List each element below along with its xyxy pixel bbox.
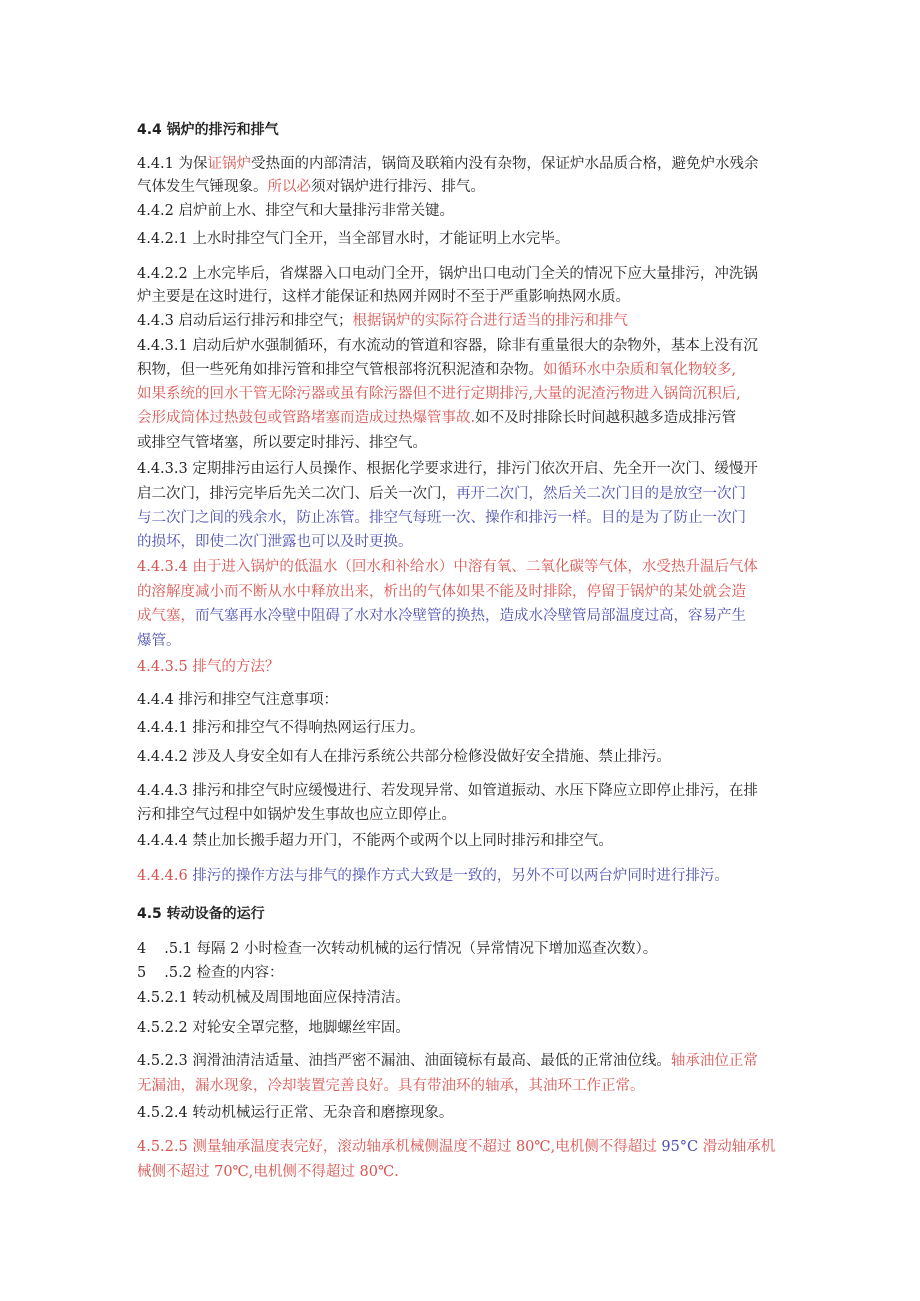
para-4-4-4-3-line-2: 污和排空气过程中如锅炉发生事故也应立即停止。	[137, 807, 456, 823]
para-4-4-4-6: 4.4.4.6 排污的操作方法与排气的操作方式大致是一致的，另外不可以两台炉同时进行排污。	[137, 868, 729, 884]
para-4-4-4-2: 4.4.4.2 涉及人身安全如有人在排污系统公共部分检修没做好安全措施、禁止排污。	[137, 749, 671, 765]
para-4-4-2-2-line-2: 炉主要是在这时进行，这样才能保证和热网并网时不至于严重影响热网水质。	[137, 289, 630, 305]
para-4-4-3-1-line-1: 4.4.3.1 启动后炉水强制循环，有水流动的管道和容器，除非有重量很大的杂物外，基本上没有沉	[137, 338, 758, 354]
para-4-5-2: 5 .5.2 检查的内容：	[137, 965, 284, 981]
para-4-4-1-line-1: 4.4.1 为保证锅炉受热面的内部清洁，锅筒及联箱内没有杂物，保证炉水品质合格，避免炉水残余	[137, 156, 759, 172]
para-4-4-3-1-line-2: 积物，但一些死角如排污管和排空气管根部将沉积泥渣和杂物。如循环水中杂质和氧化物较多,	[137, 362, 737, 378]
para-4-4-3: 4.4.3 启动后运行排污和排空气；根据锅炉的实际符合进行适当的排污和排气	[137, 313, 629, 329]
para-4-5-2-4: 4.5.2.4 转动机械运行正常、无杂音和磨擦现象。	[137, 1105, 454, 1121]
para-4-5-2-3-line-2: 无漏油，漏水现象，冷却装置完善良好。具有带油环的轴承，其油环工作正常。	[137, 1078, 645, 1094]
para-4-5-2-5-line-2: 械侧不超过 70℃,电机侧不得超过 80℃.	[137, 1164, 399, 1180]
para-4-4-3-1-line-4: 会形成筒体过热鼓包或管路堵塞而造成过热爆管事故.如不及时排除长时间越积越多造成排污管	[137, 410, 737, 426]
para-4-4-4: 4.4.4 排污和排空气注意事项：	[137, 692, 339, 708]
para-4-4-3-3-line-3: 与二次门之间的残余水，防止冻管。排空气每班一次、操作和排污一样。目的是为了防止一次门	[137, 510, 746, 526]
para-4-4-3-4-line-1: 4.4.3.4 由于进入锅炉的低温水（回水和补给水）中溶有氧、二氧化碳等气体，水受热升温后气体	[137, 559, 758, 575]
para-4-4-4-3-line-1: 4.4.4.3 排污和排空气时应缓慢进行、若发现异常、如管道振动、水压下降应立即停止排污，在排	[137, 783, 758, 799]
para-4-4-3-5: 4.4.3.5 排气的方法？	[137, 659, 280, 675]
para-4-4-3-4-line-4: 爆管。	[137, 633, 181, 649]
para-4-4-4-1: 4.4.4.1 排污和排空气不得响热网运行压力。	[137, 720, 425, 736]
para-4-4-1-line-2: 气体发生气锤现象。所以必须对锅炉进行排污、排气。	[137, 179, 485, 195]
section-heading-4-4: 4.4 锅炉的排污和排气	[137, 122, 279, 138]
para-4-4-3-4-line-2: 的溶解度减小而不断从水中释放出来，析出的气体如果不能及时排除，停留于锅炉的某处就会造	[137, 584, 746, 600]
para-4-4-2-2-line-1: 4.4.2.2 上水完毕后，省煤器入口电动门全开，锅炉出口电动门全关的情况下应大量排污，冲洗锅	[137, 266, 758, 282]
section-heading-4-5: 4.5 转动设备的运行	[137, 906, 265, 922]
para-4-4-2: 4.4.2 启炉前上水、排空气和大量排污非常关键。	[137, 203, 455, 219]
para-4-5-2-3-line-1: 4.5.2.3 润滑油清洁适量、油挡严密不漏油、油面镜标有最高、最低的正常油位线。轴承油位正常	[137, 1053, 758, 1069]
para-4-4-3-3-line-4: 的损坏，即使二次门泄露也可以及时更换。	[137, 534, 413, 550]
para-4-4-3-3-line-1: 4.4.3.3 定期排污由运行人员操作、根据化学要求进行，排污门依次开启、先全开一次门、缓慢开	[137, 461, 758, 477]
para-4-4-2-1: 4.4.2.1 上水时排空气门全开，当全部冒水时，才能证明上水完毕。	[137, 231, 570, 247]
para-4-4-3-1-line-3: 如果系统的回水干管无除污器或虽有除污器但不进行定期排污,大量的泥渣污物进入锅筒沉积后,	[137, 386, 741, 402]
para-4-5-1: 4 .5.1 每隔 2 小时检查一次转动机械的运行情况（异常情况下增加巡查次数）。	[137, 941, 658, 957]
para-4-5-2-1: 4.5.2.1 转动机械及周围地面应保持清洁。	[137, 990, 410, 1006]
para-4-4-4-4: 4.4.4.4 禁止加长搬手超力开门，不能两个或两个以上同时排污和排空气。	[137, 833, 613, 849]
para-4-5-2-2: 4.5.2.2 对轮安全罩完整，地脚螺丝牢固。	[137, 1020, 410, 1036]
para-4-4-3-3-line-2: 启二次门，排污完毕后先关二次门、后关一次门，再开二次门，然后关二次门目的是放空一次门	[137, 486, 746, 502]
para-4-4-3-1-line-5: 或排空气管堵塞，所以要定时排污、排空气。	[137, 435, 427, 451]
para-4-5-2-5-line-1: 4.5.2.5 测量轴承温度表完好，滚动轴承机械侧温度不超过 80℃,电机侧不得超过 95°C 滑动轴承机	[137, 1139, 776, 1155]
para-4-4-3-4-line-3: 成气塞，而气塞再水冷壁中阻碍了水对水冷壁管的换热，造成水冷壁管局部温度过高，容易产生	[137, 608, 746, 624]
